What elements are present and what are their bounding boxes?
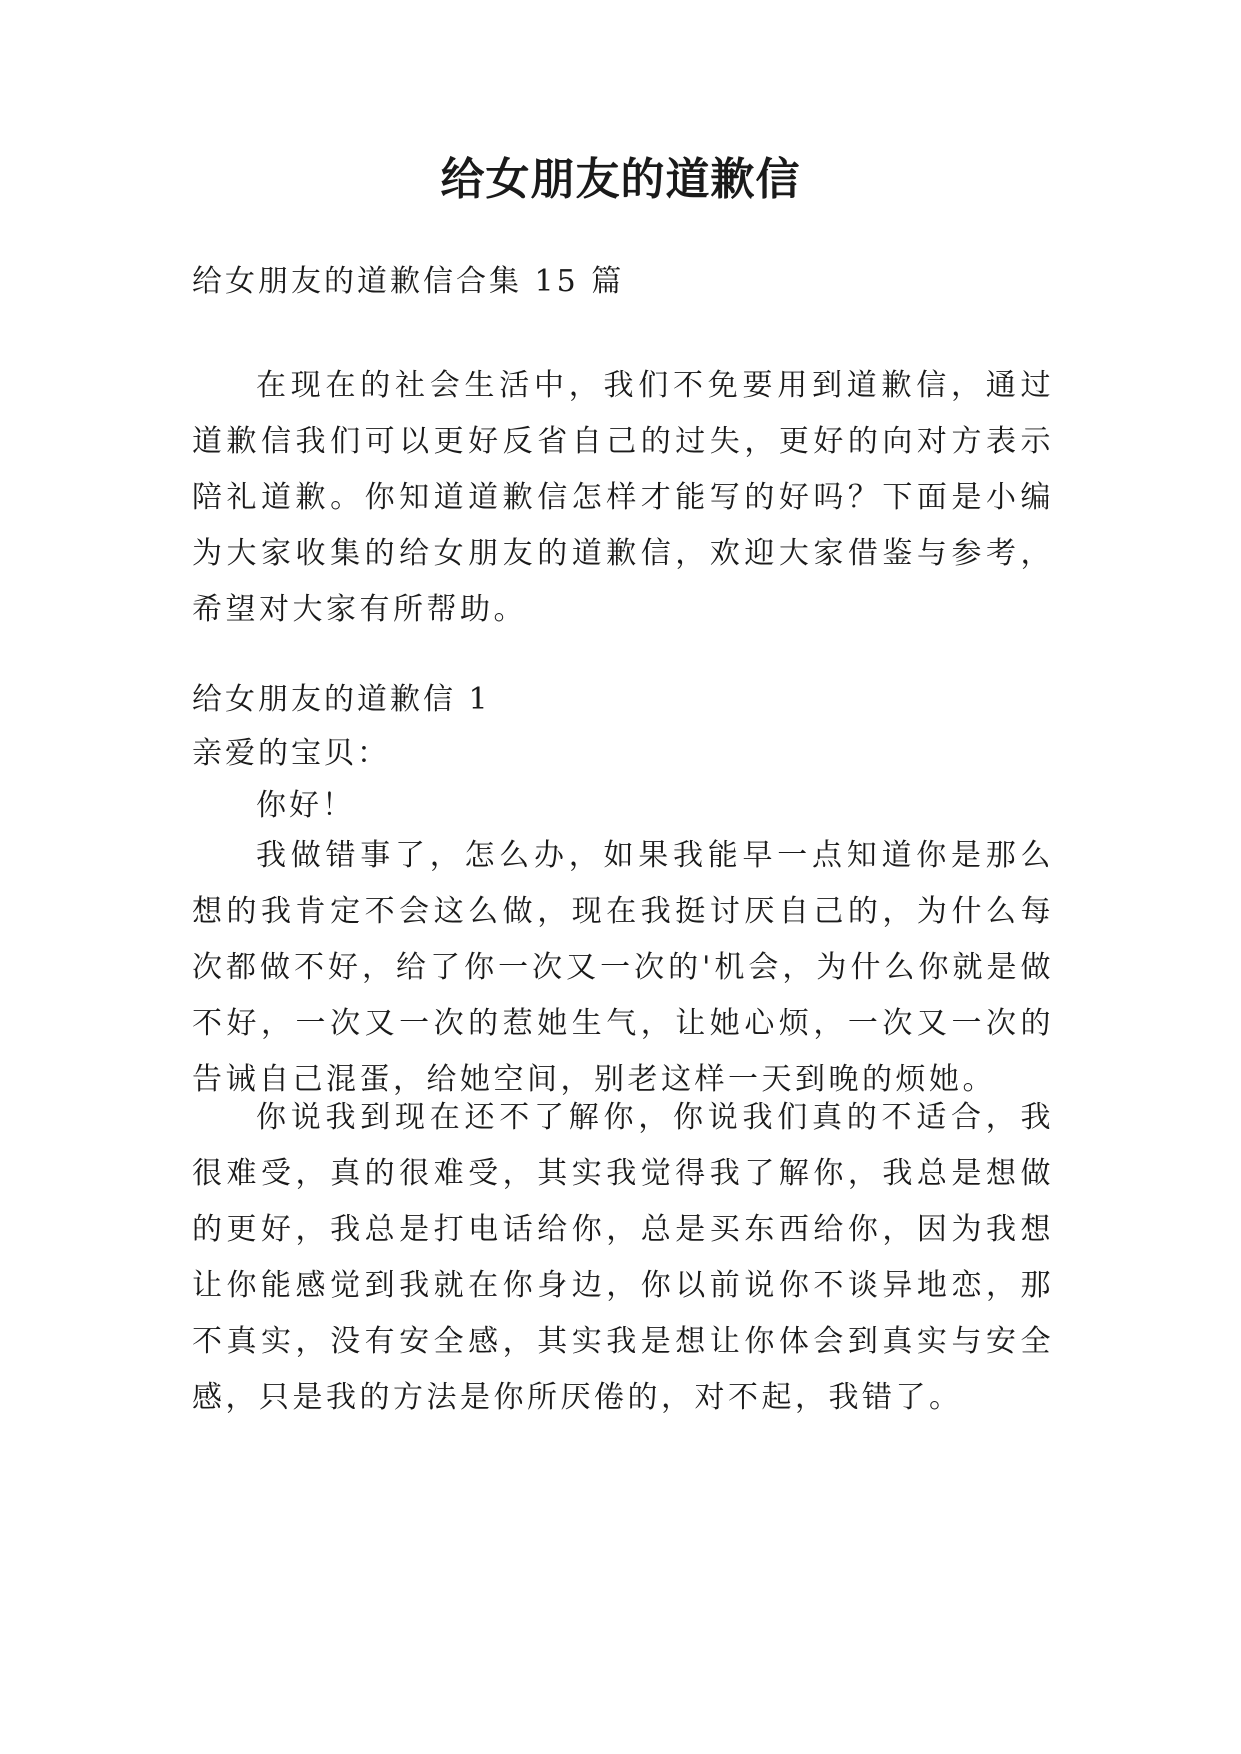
letter-paragraph-1: 我做错事了，怎么办，如果我能早一点知道你是那么想的我肯定不会这么做，现在我挺讨厌自己的，为什么每次都做不好，给了你一次又一次的'机会，为什么你就是做不好，一次又一次的惹她生气，让她心烦，一次又一次的告诫自己混蛋，给她空间，别老这样一天到晚的烦她。 [192, 838, 1054, 1097]
letter-heading: 给女朋友的道歉信 1 [192, 682, 491, 717]
document-title: 给女朋友的道歉信 [440, 154, 801, 205]
greeting: 你好！ [256, 788, 355, 823]
intro-paragraph: 在现在的社会生活中，我们不免要用到道歉信，通过道歉信我们可以更好反省自己的过失，更好的向对方表示陪礼道歉。你知道道歉信怎样才能写的好吗？下面是小编为大家收集的给女朋友的道歉信，欢迎大家借鉴与参考，希望对大家有所帮助。 [192, 368, 1054, 627]
collection-subtitle: 给女朋友的道歉信合集 15 篇 [192, 264, 625, 299]
salutation: 亲爱的宝贝： [192, 736, 390, 771]
letter-paragraph-2: 你说我到现在还不了解你，你说我们真的不适合，我很难受，真的很难受，其实我觉得我了解你，我总是想做的更好，我总是打电话给你，总是买东西给你，因为我想让你能感觉到我就在你身边，你以前说你不谈异地恋，那不真实，没有安全感，其实我是想让你体会到真实与安全感，只是我的方法是你所厌倦的，对不起，我错了。 [192, 1100, 1054, 1415]
